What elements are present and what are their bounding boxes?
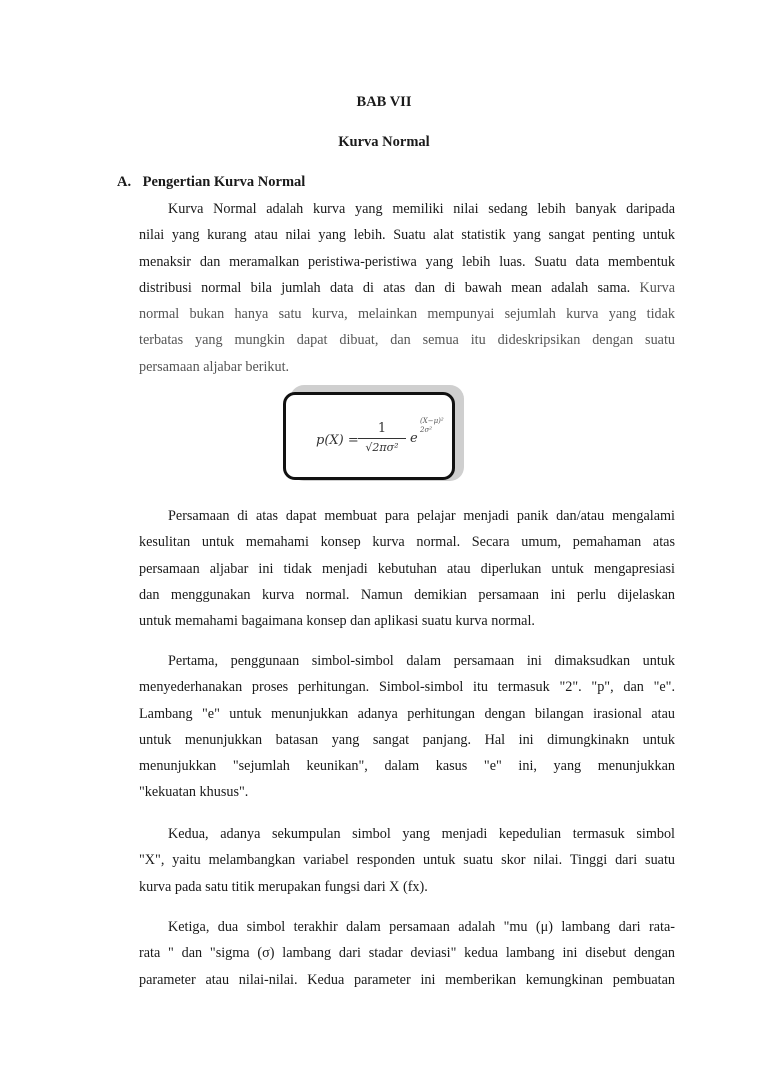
text-line: dan menggunakan kurva normal. Namun demikian persamaan ini perlu dijelaskan <box>139 586 675 603</box>
text-line: Kedua, adanya sekumpulan simbol yang menjadi kepedulian termasuk simbol <box>168 826 675 842</box>
text-line: persamaan aljabar berikut. <box>139 358 290 375</box>
text-line: untuk memahami bagaimana konsep dan aplikasi suatu kurva normal. <box>139 613 535 630</box>
paragraph-second-symbols <box>139 821 675 900</box>
text-line: Persamaan di atas dapat membuat para pelajar menjadi panik dan/atau mengalami <box>168 508 675 524</box>
text-line: Lambang "e" untuk menunjukkan adanya perhitungan dengan bilangan irasional atau <box>139 705 675 722</box>
text-line: persamaan aljabar ini tidak menjadi kebutuhan atau diperlukan untuk mengapresiasi <box>139 560 675 577</box>
paragraph-third-symbols <box>139 914 675 993</box>
formula-denominator: √2πσ² <box>365 441 399 454</box>
text-line: Ketiga, dua simbol terakhir dalam persamaan adalah "mu (μ) lambang dari rata- <box>168 919 675 935</box>
text-line: Pertama, penggunaan simbol-simbol dalam persamaan ini dimaksudkan untuk <box>168 653 675 669</box>
chapter-number: BAB VII <box>356 94 412 110</box>
paragraph-equation-intro <box>139 503 675 634</box>
text-line: Kurva Normal adalah kurva yang memiliki nilai sedang lebih banyak daripada <box>168 201 675 217</box>
text-line: nilai yang kurang atau nilai yang lebih. Suatu alat statistik yang sangat penting untuk <box>139 227 675 244</box>
text-line: normal bukan hanya satu kurva, melainkan mempunyai sejumlah kurva yang tidak <box>139 306 675 323</box>
text-segment: distribusi normal bila jumlah data di atas dan di bawah mean adalah sama. <box>139 279 631 296</box>
formula-exponent <box>420 417 444 435</box>
text-line: menaksir dan meramalkan peristiwa-peristiwa yang lebih luas. Suatu data membentuk <box>139 253 675 270</box>
formula-lhs: p(X) = <box>316 433 359 448</box>
section-heading <box>117 174 305 191</box>
text-segment: Kurva <box>639 279 675 296</box>
text-line: rata " dan "sigma (σ) lambang dari stadar deviasi" kedua lambang ini disebut dengan <box>139 945 675 962</box>
section-title: Pengertian Kurva Normal <box>142 174 306 190</box>
text-line <box>139 275 675 301</box>
formula-fraction <box>358 421 406 454</box>
text-line: terbatas yang mungkin dapat dibuat, dan semua itu dideskripsikan dengan suatu <box>139 332 675 349</box>
text-line: "X", yaitu melambangkan variabel responden untuk suatu skor nilai. Tinggi dari suatu <box>139 852 675 869</box>
chapter-title: Kurva Normal <box>338 134 430 150</box>
text-line: "kekuatan khusus". <box>139 784 249 801</box>
formula-base: e <box>410 431 418 446</box>
paragraph-definition <box>139 196 675 380</box>
text-line: untuk menunjukkan batasan yang sangat panjang. Hal ini dimungkinakn untuk <box>139 731 675 748</box>
text-line: menyederhanakan proses perhitungan. Simbol-simbol itu termasuk "2". "p", dan "e". <box>139 679 675 696</box>
text-line: kurva pada satu titik merupakan fungsi dari X (fx). <box>139 878 428 895</box>
paragraph-first-symbols <box>139 648 675 806</box>
text-line: kesulitan untuk memahami konsep kurva normal. Secara umum, pemahaman atas <box>139 534 675 551</box>
normal-distribution-formula <box>316 417 446 467</box>
exponent-top: (X−μ)² <box>420 417 444 425</box>
formula-numerator: 1 <box>377 421 387 436</box>
text-line: menunjukkan "sejumlah keunikan", dalam kasus "e" ini, yang menunjukkan <box>139 758 675 775</box>
exponent-bottom: 2σ² <box>420 426 433 434</box>
text-line: parameter atau nilai-nilai. Kedua parameter ini memberikan kemungkinan pembuatan <box>139 971 675 988</box>
formula-image <box>283 392 455 480</box>
section-number: A. <box>117 174 132 190</box>
fraction-bar <box>358 438 406 439</box>
